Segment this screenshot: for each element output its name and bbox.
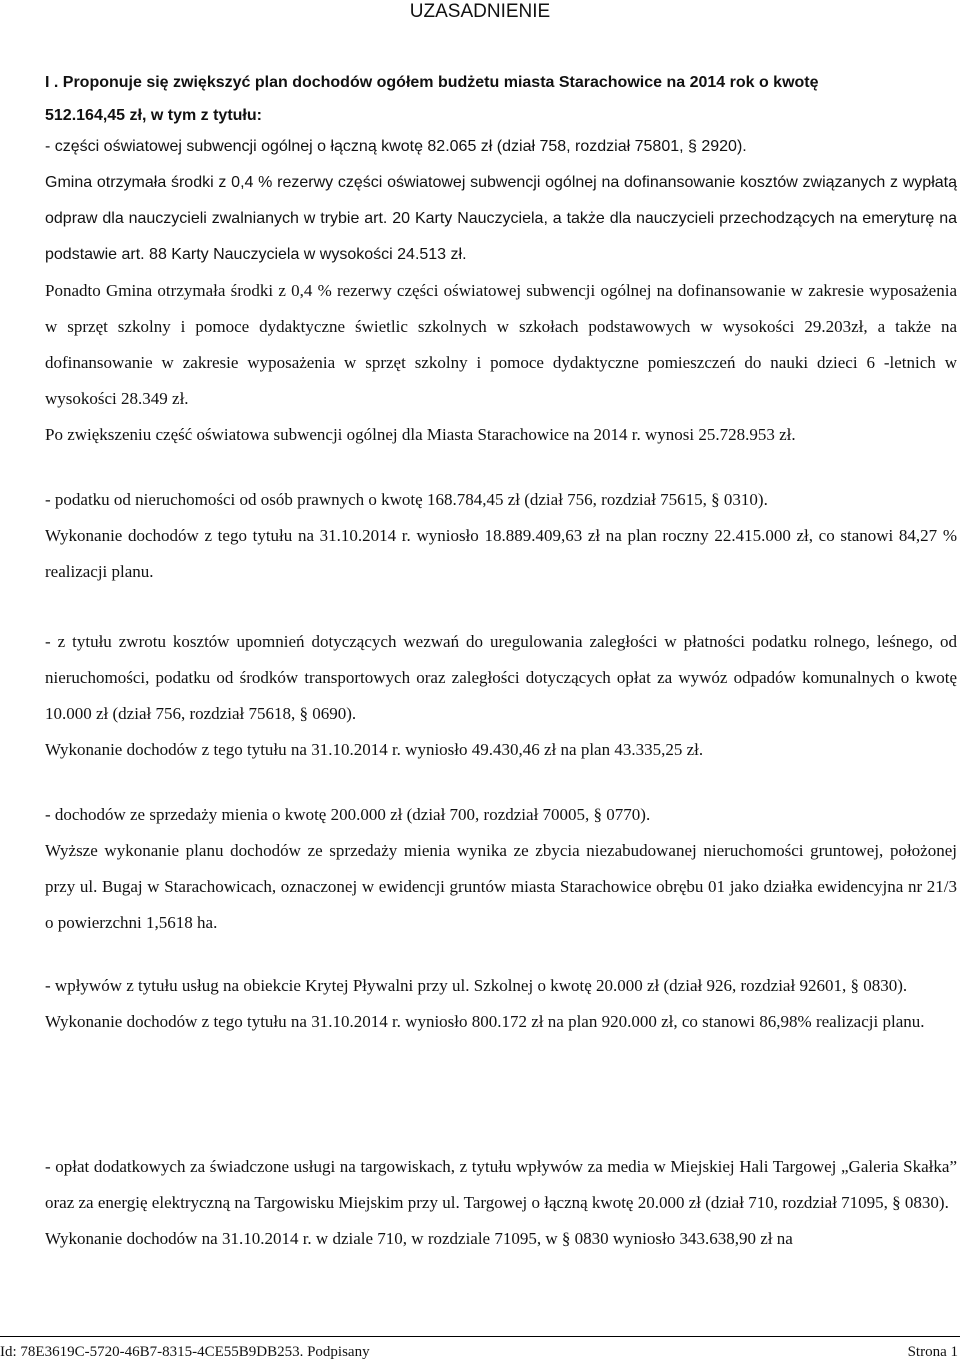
section-oswiatowa-heading: - części oświatowej subwencji ogólnej o łączną kwotę 82.065 zł (dział 758, rozdział 75801, § 2920). <box>45 138 747 155</box>
section-targowiska <box>45 1149 957 1257</box>
section-mienie <box>45 797 957 941</box>
section-mienie-text: Wyższe wykonanie planu dochodów ze sprzedaży mienia wynika ze zbycia niezabudowanej nieruchomości gruntowej, położonej przy ul. Bugaj w Starachowicach, oznaczonej w ewidencji gruntów miasta Starachowice obrębu 01 jako działka ewidencyjna nr 21/3 o powierzchni 1,5618 ha. <box>45 841 957 932</box>
footer-divider <box>0 1336 960 1337</box>
intro-line-2: 512.164,45 zł, w tym z tytułu: <box>45 107 262 124</box>
section-podatek <box>45 482 957 590</box>
document-title: UZASADNIENIE <box>409 1 551 22</box>
intro-paragraph <box>45 66 957 132</box>
section-plywalnia-heading: - wpływów z tytułu usług na obiekcie Krytej Pływalni przy ul. Szkolnej o kwotę 20.000 zł (dział 926, rozdział 92601, § 0830). <box>45 976 908 995</box>
section-mienie-heading: - dochodów ze sprzedaży mienia o kwotę 200.000 zł (dział 700, rozdział 70005, § 0770). <box>45 805 651 824</box>
section-upomnienia-heading: - z tytułu zwrotu kosztów upomnień dotyczących wezwań do uregulowania zaległości w płatności podatku rolnego, leśnego, od nieruchomości, podatku od środków transportowych oraz zaległości dotyczących opłat za wywóz odpadów komunalnych o kwotę 10.000 zł (dział 756, rozdział 75618, § 0690). <box>45 632 957 723</box>
section-plywalnia <box>45 968 957 1040</box>
section-podatek-heading: - podatku od nieruchomości od osób prawnych o kwotę 168.784,45 zł (dział 756, rozdział 75615, § 0310). <box>45 490 768 509</box>
section-upomnienia-text: Wykonanie dochodów z tego tytułu na 31.10.2014 r. wyniosło 49.430,46 zł na plan 43.335,25 zł. <box>45 740 704 759</box>
section-oswiatowa <box>45 129 957 453</box>
section-targowiska-heading: - opłat dodatkowych za świadczone usługi na targowiskach, z tytułu wpływów za media w Miejskiej Hali Targowej „Galeria Skałka” oraz za energię elektryczną na Targowisku Miejskim przy ul. Targowej o łączną kwotę 20.000 zł (dział 710, rozdział 71095, § 0830). <box>45 1157 957 1212</box>
section-oswiatowa-text-3: Po zwiększeniu część oświatowa subwencji ogólnej dla Miasta Starachowice na 2014 r. wynosi 25.728.953 zł. <box>45 425 796 444</box>
section-upomnienia <box>45 624 957 768</box>
section-targowiska-text: Wykonanie dochodów na 31.10.2014 r. w dziale 710, w rozdziale 71095, w § 0830 wyniosło 343.638,90 zł na <box>45 1229 793 1248</box>
section-plywalnia-text: Wykonanie dochodów z tego tytułu na 31.10.2014 r. wyniosło 800.172 zł na plan 920.000 zł, co stanowi 86,98% realizacji planu. <box>45 1012 925 1031</box>
intro-line-1: I . Proponuje się zwiększyć plan dochodów ogółem budżetu miasta Starachowice na 2014 rok o kwotę <box>45 74 819 91</box>
section-podatek-text: Wykonanie dochodów z tego tytułu na 31.10.2014 r. wyniosło 18.889.409,63 zł na plan roczny 22.415.000 zł, co stanowi 84,27 % realizacji planu. <box>45 526 957 581</box>
section-oswiatowa-text-2: Ponadto Gmina otrzymała środki z 0,4 % rezerwy części oświatowej subwencji ogólnej na dofinansowanie w zakresie wyposażenia w sprzęt szkolny i pomoce dydaktyczne świetlic szkolnych w szkołach podstawowych w wysokości 29.203zł, a także na dofinansowanie w zakresie wyposażenia w sprzęt szkolny i pomoce dydaktyczne pomieszczeń do nauki dzieci 6 -letnich w wysokości 28.349 zł. <box>45 281 957 408</box>
footer-page-number: Strona 1 <box>907 1344 958 1360</box>
section-oswiatowa-text-1: Gmina otrzymała środki z 0,4 % rezerwy części oświatowej subwencji ogólnej na dofinansowanie kosztów związanych z wypłatą odpraw dla nauczycieli zwalnianych w trybie art. 20 Karty Nauczyciela, a także dla nauczycieli przechodzących na emeryturę na podstawie art. 88 Karty Nauczyciela w wysokości 24.513 zł. <box>45 174 957 263</box>
footer-document-id: Id: 78E3619C-5720-46B7-8315-4CE55B9DB253. Podpisany <box>0 1344 370 1360</box>
